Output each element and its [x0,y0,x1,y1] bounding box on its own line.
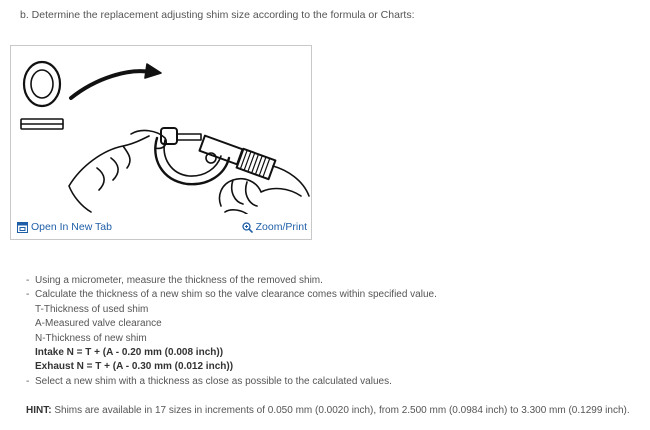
procedure-list [26,274,437,389]
figure-footer [11,218,311,238]
open-in-new-tab-icon [17,222,28,233]
hint-text: Shims are available in 17 sizes in increments of 0.050 mm (0.0020 inch), from 2.500 mm (0.0984 inch) to 3.300 mm (0.1299 inch). [51,405,630,416]
definition-n: N-Thickness of new shim [35,332,147,344]
intro-text: b. Determine the replacement adjusting shim size according to the formula or Charts: [20,9,415,21]
open-in-new-tab-label: Open In New Tab [31,221,112,233]
definition-t: T-Thickness of used shim [35,303,149,315]
open-in-new-tab-link[interactable] [17,221,112,233]
figure-panel [10,45,312,240]
zoom-print-link[interactable] [242,221,307,233]
intake-formula: Intake N = T + (A - 0.20 mm (0.008 inch)) [35,347,224,359]
hint-paragraph [26,405,630,416]
hint-label: HINT: [26,405,52,416]
exhaust-formula: Exhaust N = T + (A - 0.30 mm (0.012 inch)) [35,361,234,373]
direction-arrow [71,71,151,98]
list-item: - Using a micrometer, measure the thickness of the removed shim. [26,274,437,288]
list-item: - Calculate the thickness of a new shim so the valve clearance comes within specified value. [26,288,437,302]
zoom-print-label: Zoom/Print [255,221,307,233]
list-item: - Select a new shim with a thickness as close as possible to the calculated values. [26,375,437,389]
definition-a: A-Measured valve clearance [35,318,162,330]
magnifier-icon [242,222,253,233]
micrometer-illustration [11,46,311,214]
shim-outline [24,62,60,106]
left-hand [69,136,149,212]
